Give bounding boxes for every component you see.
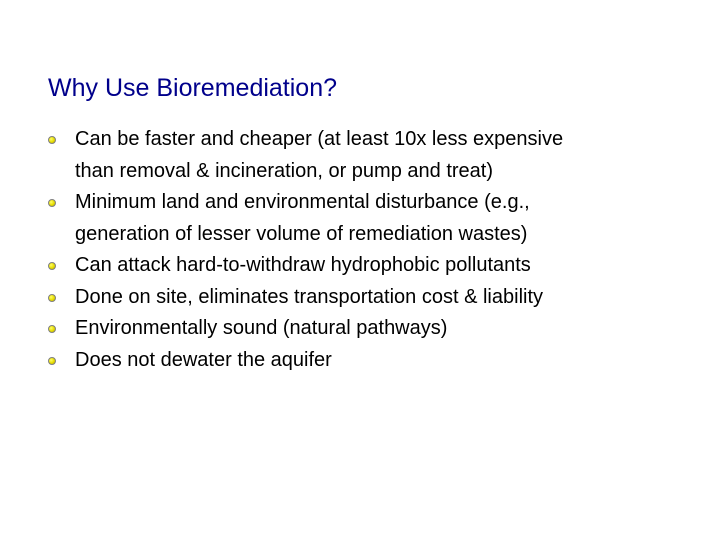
bullet-list — [47, 124, 687, 376]
bullet-text — [75, 345, 687, 377]
yellow-dot-bullet-icon — [48, 357, 56, 365]
bullet-item — [47, 345, 687, 377]
bullet-text-line: Does not dewater the aquifer — [75, 348, 332, 371]
bullet-text — [75, 313, 687, 345]
bullet-text-line: Environmentally sound (natural pathways) — [75, 317, 448, 339]
bullet-item — [47, 313, 687, 345]
bullet-item — [47, 282, 687, 314]
bullet-text-line: than removal & incineration, or pump and treat) — [75, 159, 493, 182]
bullet-text — [75, 124, 687, 187]
bullet-text-line: Done on site, eliminates transportation cost & liability — [75, 285, 544, 308]
yellow-dot-bullet-icon — [48, 325, 56, 333]
bullet-text — [75, 282, 687, 314]
bullet-text — [75, 187, 687, 250]
bullet-item — [47, 187, 687, 250]
bullet-text — [75, 250, 687, 282]
slide-title: Why Use Bioremediation? — [48, 74, 338, 102]
bullet-item — [47, 124, 687, 187]
bullet-item — [47, 250, 687, 282]
bullet-text-line: Can be faster and cheaper (at least 10x less expensive — [75, 128, 564, 150]
yellow-dot-bullet-icon — [48, 294, 56, 302]
bullet-text-line: Can attack hard-to-withdraw hydrophobic pollutants — [75, 254, 531, 276]
bullet-text-line: generation of lesser volume of remediation wastes) — [75, 222, 528, 245]
yellow-dot-bullet-icon — [48, 199, 56, 207]
yellow-dot-bullet-icon — [48, 262, 56, 270]
bullet-text-line: Minimum land and environmental disturbance (e.g., — [75, 191, 530, 213]
yellow-dot-bullet-icon — [48, 136, 56, 144]
